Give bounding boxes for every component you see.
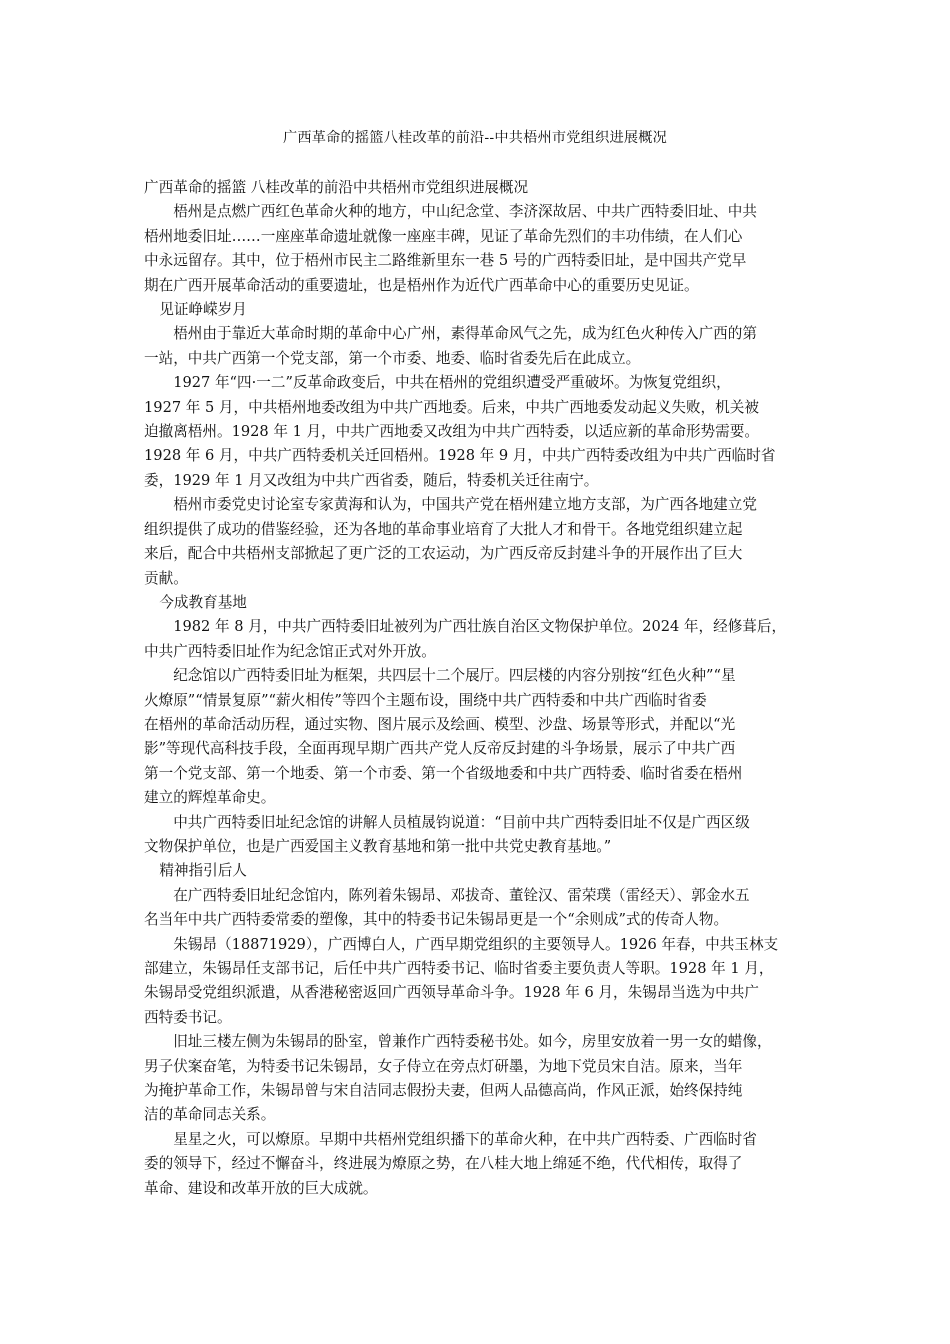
section-heading: 精神指引后人 <box>159 862 247 880</box>
document-title: 广西革命的摇篮八桂改革的前沿--中共梧州市党组织进展概况 <box>282 130 668 146</box>
text-line: 纪念馆以广西特委旧址为框架，共四层十二个展厅。四层楼的内容分别按“红色火种”“星 <box>173 667 736 685</box>
text-line: 委的领导下，经过不懈奋斗，终进展为燎原之势，在八桂大地上绵延不绝，代代相传，取得了 <box>144 1155 743 1173</box>
text-line: 洁的革命同志关系。 <box>144 1106 276 1124</box>
text-line: 在梧州的革命活动历程，通过实物、图片展示及绘画、模型、沙盘、场景等形式，并配以“光 <box>144 715 736 733</box>
text-line: 影”等现代高科技手段，全面再现早期广西共产党人反帝反封建的斗争场景，展示了中共广西 <box>144 740 736 758</box>
text-line: 文物保护单位，也是广西爱国主义教育基地和第一批中共党史教育基地。” <box>144 837 612 855</box>
text-line: 部建立，朱锡昂任支部书记，后任中共广西特委书记、临时省委主要负责人等职。1928 年 1 月， <box>144 960 774 977</box>
text-line: 朱锡昂（18871929），广西博白人，广西早期党组织的主要领导人。1926 年春，中共玉林支 <box>173 935 779 953</box>
section-heading: 今成教育基地 <box>159 593 247 611</box>
text-line: 来后，配合中共梧州支部掀起了更广泛的工农运动，为广西反帝反封建斗争的开展作出了巨大 <box>144 545 743 563</box>
text-line: 火燎原”“情景复原”“薪火相传”等四个主题布设，围绕中共广西特委和中共广西临时省委 <box>144 691 707 709</box>
text-line: 西特委书记。 <box>144 1008 232 1026</box>
text-line: 1927 年“四·一二”反革命政变后，中共在梧州的党组织遭受严重破坏。为恢复党组织， <box>173 374 731 392</box>
text-line: 梧州市委党史讨论室专家黄海和认为，中国共产党在梧州建立地方支部，为广西各地建立党 <box>173 496 757 514</box>
text-line: 组织提供了成功的借鉴经验，还为各地的革命事业培育了大批人才和骨干。各地党组织建立起 <box>144 520 743 538</box>
text-line: 梧州是点燃广西红色革命火种的地方，中山纪念堂、李济深故居、中共广西特委旧址、中共 <box>173 203 757 221</box>
text-line: 1928 年 6 月，中共广西特委机关迁回梧州。1928 年 9 月，中共广西特委改组为中共广西临时省 <box>144 447 776 465</box>
text-line: 期在广西开展革命活动的重要遗址，也是梧州作为近代广西革命中心的重要历史见证。 <box>144 276 699 294</box>
text-line: 中共广西特委旧址纪念馆的讲解人员植晟钧说道：“目前中共广西特委旧址不仅是广西区级 <box>173 813 750 831</box>
text-line: 星星之火，可以燎原。早期中共梧州党组织播下的革命火种，在中共广西特委、广西临时省 <box>173 1130 757 1148</box>
text-line: 1927 年 5 月，中共梧州地委改组为中共广西地委。后来，中共广西地委发动起义失败，机关被 <box>144 398 759 416</box>
text-line: 在广西特委旧址纪念馆内，陈列着朱锡昂、邓拔奇、董铨汉、雷荣璞（雷经天）、郭金水五 <box>173 886 750 904</box>
document-subtitle: 广西革命的摇篮 八桂改革的前沿中共梧州市党组织进展概况 <box>144 179 529 196</box>
section-heading: 见证峥嵘岁月 <box>159 301 247 319</box>
text-line: 旧址三楼左侧为朱锡昂的卧室，曾兼作广西特委秘书处。如今，房里安放着一男一女的蜡像， <box>173 1033 772 1051</box>
text-line: 男子伏案奋笔，为特委书记朱锡昂，女子侍立在旁点灯研墨，为地下党员宋自洁。原来，当年 <box>144 1057 743 1075</box>
text-line: 梧州由于靠近大革命时期的革命中心广州，素得革命风气之先，成为红色火种传入广西的第 <box>173 325 757 343</box>
text-line: 革命、建设和改革开放的巨大成就。 <box>144 1179 378 1197</box>
text-line: 建立的辉煌革命史。 <box>144 789 276 807</box>
text-line: 第一个党支部、第一个地委、第一个市委、第一个省级地委和中共广西特委、临时省委在梧州 <box>144 764 743 782</box>
text-line: 梧州地委旧址……一座座革命遗址就像一座座丰碑，见证了革命先烈们的丰功伟绩，在人们心 <box>144 227 743 245</box>
text-line: 中永远留存。其中，位于梧州市民主二路维新里东一巷 5 号的广西特委旧址，是中国共产党早 <box>144 252 747 270</box>
text-line: 贡献。 <box>144 569 188 587</box>
text-line: 名当年中共广西特委常委的塑像，其中的特委书记朱锡昂更是一个“余则成”式的传奇人物。 <box>144 911 729 929</box>
text-line: 1982 年 8 月，中共广西特委旧址被列为广西壮族自治区文物保护单位。2024 年，经修葺后， <box>173 618 787 636</box>
text-line: 委，1929 年 1 月又改组为中共广西省委，随后，特委机关迁往南宁。 <box>144 471 599 489</box>
text-line: 为掩护革命工作，朱锡昂曾与宋自洁同志假扮夫妻，但两人品德高尚，作风正派，始终保持纯 <box>144 1082 743 1100</box>
text-line: 中共广西特委旧址作为纪念馆正式对外开放。 <box>144 642 436 660</box>
text-line: 迫撤离梧州。1928 年 1 月，中共广西地委又改组为中共广西特委，以适应新的革命形势需要。 <box>144 423 759 441</box>
text-line: 朱锡昂受党组织派遣，从香港秘密返回广西领导革命斗争。1928 年 6 月，朱锡昂当选为中共广 <box>144 984 759 1002</box>
document-body <box>144 176 806 1201</box>
text-line: 一站，中共广西第一个党支部，第一个市委、地委、临时省委先后在此成立。 <box>144 349 641 367</box>
